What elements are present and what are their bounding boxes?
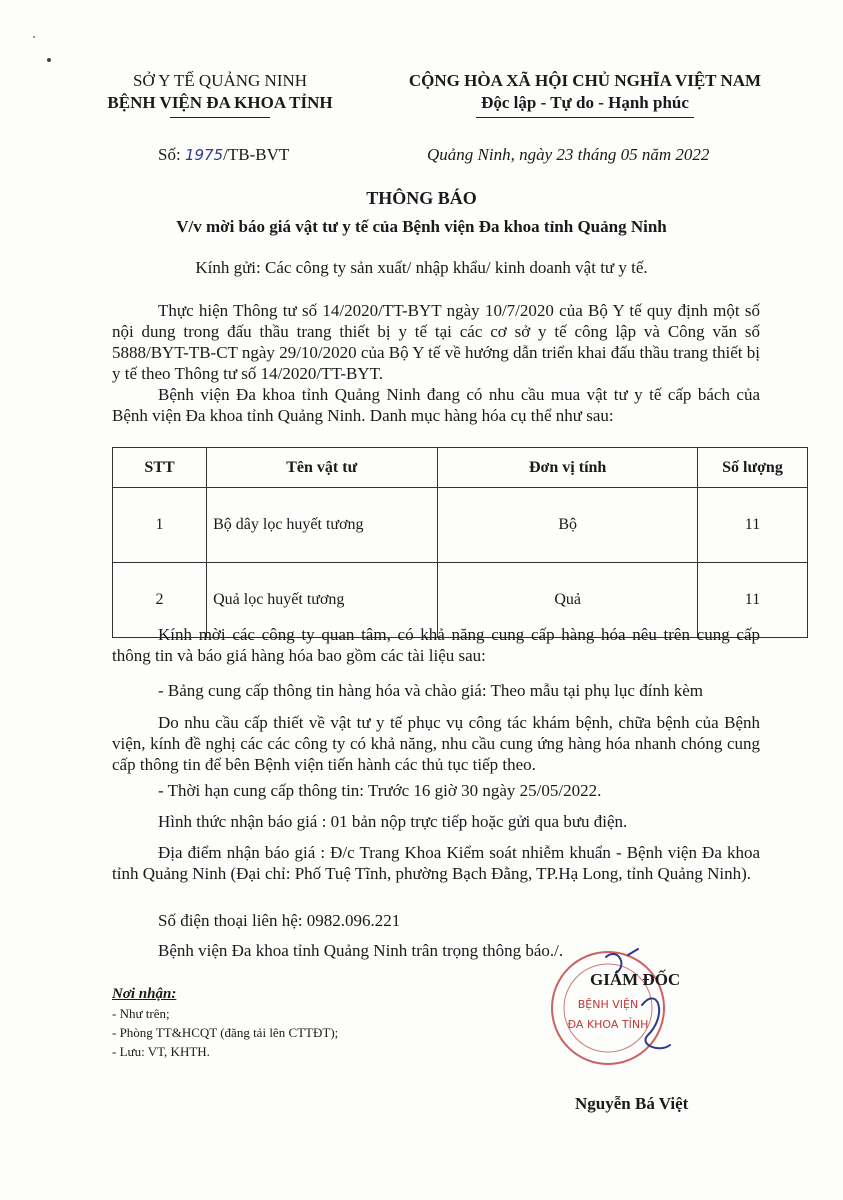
paragraph-location bbox=[112, 842, 760, 884]
recipient-line: Kính gửi: Các công ty sản xuất/ nhập khẩu/ kinh doanh vật tư y tế. bbox=[195, 258, 648, 277]
document-subtitle: V/v mời báo giá vật tư y tế của Bệnh viện Đa khoa tỉnh Quảng Ninh bbox=[176, 217, 667, 236]
header-quantity: Số lượng bbox=[697, 448, 807, 488]
phone-line: Số điện thoại liên hệ: 0982.096.221 bbox=[158, 911, 401, 930]
motto-underline bbox=[476, 117, 694, 118]
paragraph-text: Bệnh viện Đa khoa tỉnh Quảng Ninh đang có nhu cầu mua vật tư y tế cấp bách của Bệnh viện Đa khoa tỉnh Quảng Ninh. Danh mục hàng hóa cụ thể như sau: bbox=[112, 385, 760, 425]
paragraph-text: Kính mời các công ty quan tâm, có khả năng cung cấp hàng hóa nêu trên cung cấp thông tin và báo giá hàng hóa bao gồm các tài liệu sau: bbox=[112, 625, 760, 665]
signature-scribble bbox=[598, 945, 678, 1065]
scan-speck bbox=[47, 58, 51, 62]
paragraph-text: Thực hiện Thông tư số 14/2020/TT-BYT ngày 10/7/2020 của Bộ Y tế quy định một số nội dung trong đấu thầu trang thiết bị y tế tại các cơ sở y tế công lập và Công văn số 5888/BYT-TB-CT ngày 29/10/2020 của Bộ Y tế về hướng dẫn triển khai đấu thầu trang thiết bị y tế theo Thông tư số 14/2020/TT-BYT. bbox=[112, 301, 760, 383]
cell-quantity: 11 bbox=[697, 563, 807, 638]
paragraph-legal-basis bbox=[112, 300, 760, 384]
org-line-2: BỆNH VIỆN ĐA KHOA TỈNH bbox=[107, 93, 333, 112]
recipient-item: - Phòng TT&HCQT (đăng tải lên CTTĐT); bbox=[112, 1025, 339, 1040]
national-header bbox=[375, 70, 795, 118]
nation-line-2: Độc lập - Tự do - Hạnh phúc bbox=[481, 93, 689, 112]
doc-number-prefix: Số: bbox=[158, 145, 185, 164]
cell-unit: Bộ bbox=[438, 488, 698, 563]
cell-unit: Quả bbox=[438, 563, 698, 638]
submission-method-line: Hình thức nhận báo giá : 01 bản nộp trực tiếp hoặc gửi qua bưu điện. bbox=[158, 812, 628, 831]
cell-item-name: Bộ dây lọc huyết tương bbox=[207, 488, 438, 563]
stamp-line-2: ĐA KHOA TỈNH bbox=[567, 1018, 649, 1031]
org-line-1: SỞ Y TẾ QUẢNG NINH bbox=[132, 71, 308, 90]
recipients-block bbox=[112, 985, 338, 1061]
date-line: Quảng Ninh, ngày 23 tháng 05 năm 2022 bbox=[427, 145, 710, 164]
org-underline bbox=[170, 117, 270, 118]
header-item-name: Tên vật tư bbox=[207, 448, 438, 488]
paragraph-text: Địa điểm nhận báo giá : Đ/c Trang Khoa Kiểm soát nhiễm khuẩn - Bệnh viện Đa khoa tỉnh Quảng Ninh (Đại chỉ: Phố Tuệ Tĩnh, phường Bạch Đằng, TP.Hạ Long, tỉnh Quảng Ninh). bbox=[112, 843, 760, 883]
table-header-row bbox=[113, 448, 808, 488]
items-table bbox=[112, 447, 808, 638]
document-number bbox=[158, 145, 289, 165]
signer-position: GIÁM ĐỐC bbox=[590, 970, 681, 989]
doc-number-handwritten: 1975 bbox=[184, 146, 224, 164]
cell-item-name: Quả lọc huyết tương bbox=[207, 563, 438, 638]
cell-quantity: 11 bbox=[697, 488, 807, 563]
stamp-line-1: BỆNH VIỆN bbox=[577, 998, 639, 1011]
issuing-organization bbox=[95, 70, 345, 118]
table-row bbox=[113, 488, 808, 563]
header-stt: STT bbox=[113, 448, 207, 488]
requirement-line: - Bảng cung cấp thông tin hàng hóa và chào giá: Theo mẫu tại phụ lục đính kèm bbox=[158, 681, 703, 700]
signer-name: Nguyễn Bá Việt bbox=[575, 1094, 689, 1113]
scan-speck bbox=[33, 36, 35, 38]
recipient-item: - Như trên; bbox=[112, 1006, 170, 1021]
paragraph-urgency bbox=[112, 712, 760, 775]
paragraph-text: Do nhu cầu cấp thiết về vật tư y tế phục vụ công tác khám bệnh, chữa bệnh của Bệnh viện, kính đề nghị các các công ty có khả năng, nhu cầu cung ứng hàng hóa nhanh chóng cung cấp thông tin để bên Bệnh viện tiến hành các thủ tục tiếp theo. bbox=[112, 713, 760, 774]
nation-line-1: CỘNG HÒA XÃ HỘI CHỦ NGHĨA VIỆT NAM bbox=[408, 71, 762, 90]
recipient-item: - Lưu: VT, KHTH. bbox=[112, 1044, 210, 1059]
cell-stt: 2 bbox=[113, 563, 207, 638]
paragraph-need bbox=[112, 384, 760, 426]
doc-number-suffix: /TB-BVT bbox=[223, 145, 290, 164]
paragraph-invitation bbox=[112, 624, 760, 666]
closing-line: Bệnh viện Đa khoa tỉnh Quảng Ninh trân trọng thông báo./. bbox=[158, 941, 564, 960]
recipients-label: Nơi nhận: bbox=[112, 986, 177, 1002]
document-title: THÔNG BÁO bbox=[366, 188, 477, 208]
cell-stt: 1 bbox=[113, 488, 207, 563]
deadline-line: - Thời hạn cung cấp thông tin: Trước 16 giờ 30 ngày 25/05/2022. bbox=[158, 781, 602, 800]
header-unit: Đơn vị tính bbox=[438, 448, 698, 488]
